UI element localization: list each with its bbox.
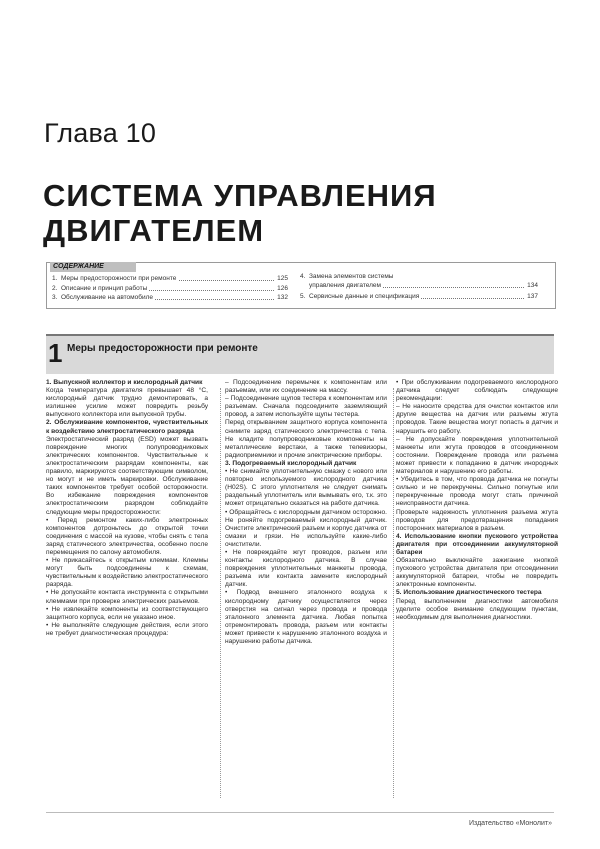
section-subheading: 1. Выпускной коллектор и кислородный датчик: [46, 379, 203, 386]
toc-item-page: 132: [277, 294, 288, 301]
paragraph: – Подсоединение щупов тестера к компонентам или разъемам. Сначала подсоедините заземляющий провод, а затем используйте щупы тестера.: [225, 395, 387, 419]
paragraph: • Не допускайте контакта инструмента с открытыми клеммами при проверке электрических разъемов.: [46, 589, 208, 605]
paragraph: – Подсоединение перемычек к компонентам или разъемам, или их соединение на массу.: [225, 379, 387, 395]
paragraph: • Не снимайте уплотнительную смазку с нового или повторно используемого кислородного датчика (Н02S). С этого уплотнителя не следует снимать раздельный уплотнитель или вымывать его, т.к. это может отрицательно сказаться на работе датчика.: [225, 468, 387, 508]
toc-item-number: 2.: [52, 285, 58, 292]
toc-item-number: 3.: [52, 294, 58, 301]
toc-item[interactable]: [300, 292, 538, 301]
toc-item-number: 4.: [300, 273, 306, 280]
publisher-footer: Издательство «Монолит»: [468, 820, 552, 827]
paragraph: • Обращайтесь с кислородным датчиком осторожно. Не роняйте подогреваемый кислородный датчик. Очистите электрический разъем и корпус датчика от смазки и грязи. Не используйте какие-либо очистители.: [225, 508, 387, 548]
chapter-title-line-1: СИСТЕМА УПРАВЛЕНИЯ: [43, 178, 437, 213]
paragraph: • Перед ремонтом каких-либо электронных компонентов дотроньтесь до открытой точки соединения с массой на кузове, чтобы снять с тела заряд статического электричества, особенно после перемещения по салону автомобиля.: [46, 516, 208, 556]
toc-item-continuation[interactable]: [300, 281, 538, 290]
toc-item[interactable]: [52, 293, 288, 302]
chapter-title: [43, 178, 437, 248]
toc-item[interactable]: [300, 272, 538, 281]
toc-item-number: 1.: [52, 275, 58, 282]
toc-item-text: Обслуживание на автомобиле: [61, 294, 153, 301]
section-title: Меры предосторожности при ремонте: [67, 343, 258, 354]
text-column-2: [225, 379, 387, 699]
paragraph: – Не допускайте повреждения уплотнительной манжеты или жгута проводов в отсоединенном состоянии. Повреждение провода или разъема может привести к попаданию в датчик инородных материалов и нарушению его работы.: [396, 435, 558, 476]
toc-header: СОДЕРЖАНИЕ: [50, 262, 136, 272]
paragraph: • Не выполняйте следующие действия, если этого не требует диагностическая процедура:: [46, 621, 208, 637]
toc-item-text: управления двигателем: [309, 282, 382, 289]
toc-item-page: 137: [527, 293, 538, 300]
paragraph: Электростатический разряд (ESD) может вызвать повреждение многих полупроводниковых электрических компонентов. Чувствительные к электростатическим разрядам компоненты, как правило, маркируются соответствующим символом, но могут и не иметь маркировки. Обслуживание таких компонентов требует особой осторожности. Во избежание повреждения компонентов электростатическим разрядом соблюдайте следующие меры предосторожности:: [46, 435, 208, 516]
section-subheading: 5. Использование диагностического тестера: [396, 589, 542, 597]
column-divider: [393, 388, 394, 798]
paragraph: • Не повреждайте жгут проводов, разъем или контакты кислородного датчика. В случае повреждения уплотнительных манжеты провода, разъема или контакта замените кислородный датчик.: [225, 548, 387, 589]
toc-item-number: 5.: [300, 293, 306, 300]
section-subheading: 4. Использование кнопки пускового устройства двигателя при отсоединении аккумуляторной батареи: [396, 532, 558, 556]
toc-item-page: 126: [277, 285, 288, 292]
toc-item[interactable]: [52, 284, 288, 293]
column-divider: [220, 388, 221, 798]
text-column-3: [396, 379, 558, 699]
toc-item-page: 134: [527, 282, 538, 289]
section-header-band: [46, 334, 554, 374]
toc-item-text: Сервисные данные и спецификация: [309, 293, 420, 300]
paragraph: Когда температура двигателя превышает 48 °С, кислородный датчик трудно демонтировать, а излишнее усилие может повредить резьбу выпускного коллектора или выпускной трубы.: [46, 387, 208, 419]
footer-rule: [46, 812, 554, 813]
paragraph: • При обслуживании подогреваемого кислородного датчика следует соблюдать следующие рекомендации:: [396, 379, 558, 403]
toc-item-text: Меры предосторожности при ремонте: [61, 275, 177, 282]
toc-item-text: Описание и принцип работы: [61, 285, 148, 292]
paragraph: Перед открыванием защитного корпуса компонента снимите заряд статического электричества с тела. Не кладите полупроводниковые компоненты на металлические верстаки, а также телевизоры, радиоприемники и прочие электрические приборы.: [225, 419, 387, 459]
paragraph: • Убедитесь в том, что провода датчика не погнуты сильно и не перекручены. Сильно погнутые или перекрученные провода могут стать причиной неисправности датчика.: [396, 476, 558, 508]
toc-item[interactable]: [52, 274, 288, 283]
paragraph: Проверьте надежность уплотнения разъема жгута проводов для предотвращения попадания посторонних материалов в разъем.: [396, 508, 558, 532]
chapter-label: Глава 10: [44, 118, 157, 148]
section-subheading: 2. Обслуживание компонентов, чувствительных к воздействию электростатического разряда: [46, 419, 208, 435]
toc-item-text: Замена элементов системы: [309, 273, 394, 280]
paragraph: • Не извлекайте компоненты из соответствующего защитного корпуса, если не указано иное.: [46, 605, 208, 621]
chapter-title-line-2: ДВИГАТЕЛЕМ: [43, 213, 265, 248]
paragraph: – Не наносите средства для очистки контактов или другие вещества на датчик или разъемы жгута проводов. Такие вещества могут попасть в датчик и нарушить его работу.: [396, 403, 558, 435]
text-column-1: [46, 379, 208, 699]
section-subheading: 3. Подогреваемый кислородный датчик: [225, 459, 357, 467]
paragraph: Перед выполнением диагностики автомобиля уделите особое внимание следующим пунктам, необходимым для выполнения диагностики.: [396, 597, 558, 621]
section-number: 1: [48, 338, 63, 368]
toc-item-page: 125: [277, 275, 288, 282]
paragraph: • Подвод внешнего эталонного воздуха к кислородному датчику осуществляется через отверстия на сигнал через провода и провода эталонного элемента датчика. Любая попытка отремонтировать провода, разъем или контакты может привести к нарушению эталонного воздуха и нарушению работы датчика.: [225, 589, 387, 645]
paragraph: Обязательно выключайте зажигание кнопкой пускового устройства двигателя при отсоединении аккумуляторной батареи, чтобы не повредить электронные компоненты.: [396, 557, 558, 589]
paragraph: • Не прикасайтесь к открытым клеммам. Клеммы могут быть подсоединены к схемам, чувствительным к воздействию электростатического разряда.: [46, 557, 208, 589]
